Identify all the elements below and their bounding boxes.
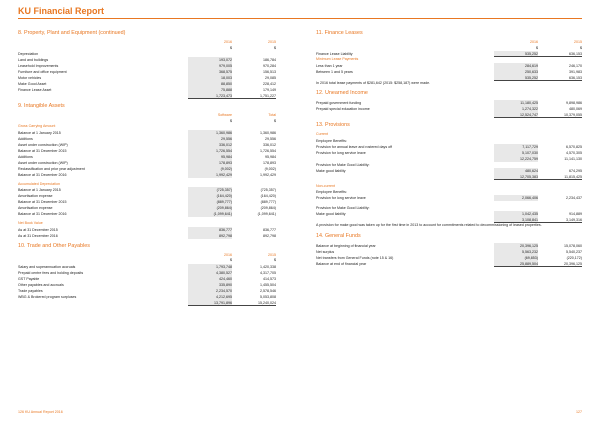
value-current-year: 95,984 bbox=[188, 154, 232, 160]
row-label: Reclassification and prior year adjustment bbox=[18, 166, 85, 171]
value-current-year: 4,380,527 bbox=[188, 270, 232, 276]
row-label: Trade payables bbox=[18, 288, 43, 293]
value-prior-year: 970,284 bbox=[263, 64, 276, 68]
value-prior-year: 636,153 bbox=[538, 75, 582, 81]
column-header: 2015 bbox=[268, 252, 276, 257]
value-current-year: 13,791,896 bbox=[188, 300, 232, 306]
value-current-year: 3,108,841 bbox=[494, 217, 538, 223]
value-current-year: 11,180,425 bbox=[494, 100, 538, 106]
value-prior-year: 391,983 bbox=[569, 69, 582, 74]
value-prior-year: 9,898,986 bbox=[566, 101, 582, 105]
note-section bbox=[316, 90, 582, 122]
row-label: Balance at 31 December 2015 bbox=[18, 200, 67, 205]
section-heading: 13. Provisions bbox=[316, 122, 350, 128]
subheading: Minimum Lease Payments bbox=[316, 57, 359, 61]
column-header: $ bbox=[230, 45, 232, 50]
row-label: Asset under construction (WIP) bbox=[18, 160, 68, 165]
column-header: $ bbox=[230, 118, 232, 123]
value-current-year: 25,889,504 bbox=[494, 261, 538, 267]
row-label: Provision for annual leave and rostered days off bbox=[316, 144, 393, 149]
value-current-year: 2,066,406 bbox=[494, 195, 538, 201]
value-current-year: 480,624 bbox=[494, 168, 538, 174]
row-label bbox=[18, 93, 188, 99]
subheading: Gross Carrying Amount bbox=[18, 124, 56, 128]
value-current-year: 5,107,030 bbox=[494, 150, 538, 156]
value-prior-year: 892,798 bbox=[263, 233, 276, 238]
row-label: Net transfers from General Funds (note 15 & 16) bbox=[316, 255, 394, 260]
header-divider bbox=[18, 18, 582, 19]
total-row bbox=[18, 93, 276, 99]
total-row bbox=[316, 112, 582, 118]
value-current-year: 88,850 bbox=[188, 81, 232, 87]
row-label: Additions bbox=[18, 154, 33, 159]
row-label: Motor vehicles bbox=[18, 76, 42, 80]
total-row bbox=[316, 75, 582, 81]
value-prior-year: 95,984 bbox=[265, 154, 276, 159]
section-heading: 9. Intangible Assets bbox=[18, 103, 65, 109]
section-spacer bbox=[316, 267, 582, 271]
value-current-year: 335,890 bbox=[188, 282, 232, 288]
value-prior-year: 11,141,130 bbox=[564, 156, 582, 161]
footer-left: 126 KU Annual Report 2016 bbox=[18, 410, 63, 414]
value-prior-year: 674,295 bbox=[569, 168, 582, 173]
row-label: Provision for Make Good Liability: bbox=[316, 206, 370, 211]
value-current-year: 250,633 bbox=[494, 69, 538, 75]
note-section bbox=[316, 30, 582, 90]
value-prior-year: 6,570,825 bbox=[566, 144, 582, 149]
value-prior-year: 156,513 bbox=[263, 70, 276, 74]
row-label: Provision for Make Good Liability: bbox=[316, 162, 370, 167]
row-label: Other payables and accruals bbox=[18, 282, 64, 287]
column-header: 2016 bbox=[530, 40, 538, 44]
subheading: Net Book Value bbox=[18, 221, 43, 226]
section-heading: 14. General Funds bbox=[316, 232, 361, 239]
footnote: A provision for make good was taken up for the first time in 2013 to account for commitments related to decommissioning of leased properties. bbox=[316, 223, 542, 228]
section-spacer bbox=[18, 306, 276, 310]
value-current-year: (725,357) bbox=[188, 187, 232, 193]
row-label: Salary and superannuation accruals bbox=[18, 264, 76, 269]
value-prior-year: 20,396,125 bbox=[538, 261, 582, 267]
column-header: 2015 bbox=[574, 40, 582, 44]
row-label: Furniture and office equipment bbox=[18, 70, 67, 74]
value-prior-year: 246,170 bbox=[569, 63, 582, 68]
value-prior-year: 1,726,554 bbox=[260, 148, 276, 153]
row-label: Balance at beginning of financial year bbox=[316, 243, 376, 248]
value-prior-year: (220,172) bbox=[566, 255, 582, 260]
column-header: $ bbox=[274, 118, 276, 123]
column-header: $ bbox=[274, 45, 276, 50]
value-prior-year: 4,570,305 bbox=[566, 150, 582, 155]
table-row bbox=[18, 211, 276, 217]
row-label: Balance at 31 December 2016 bbox=[18, 172, 67, 177]
value-current-year: (889,777) bbox=[188, 199, 232, 205]
column-header: Total bbox=[268, 113, 276, 117]
value-prior-year: 2,234,437 bbox=[566, 196, 582, 201]
row-label: WBG & Brokered program surpluses bbox=[18, 294, 77, 299]
value-prior-year: 5,053,808 bbox=[260, 294, 276, 299]
value-current-year: (69,853) bbox=[494, 255, 538, 261]
left-column bbox=[18, 30, 276, 310]
value-current-year: (209,864) bbox=[188, 205, 232, 211]
value-current-year: 2,234,570 bbox=[188, 288, 232, 294]
currency-row bbox=[18, 119, 276, 125]
value-current-year: 892,798 bbox=[188, 233, 232, 239]
value-current-year: 1,360,986 bbox=[188, 130, 232, 136]
row-label: Amortisation expense bbox=[18, 206, 53, 211]
row-label: Make good liability bbox=[316, 168, 346, 173]
row-label bbox=[316, 75, 494, 81]
row-label bbox=[316, 174, 494, 180]
row-label: As at 31 December 2016 bbox=[18, 233, 58, 238]
value-current-year: 5,563,232 bbox=[494, 249, 538, 255]
value-current-year: 20,396,125 bbox=[494, 243, 538, 249]
value-prior-year: 636,153 bbox=[538, 51, 582, 57]
row-label bbox=[18, 300, 188, 306]
value-current-year: 1,793,748 bbox=[188, 264, 232, 270]
value-current-year: 535,252 bbox=[494, 51, 538, 57]
value-current-year: 12,524,747 bbox=[494, 112, 538, 118]
column-header: 2016 bbox=[224, 40, 232, 44]
value-prior-year: 1,992,429 bbox=[260, 172, 276, 177]
row-label: Employee Benefits: bbox=[316, 190, 347, 195]
value-current-year: 1,723,473 bbox=[188, 93, 232, 99]
value-current-year: 979,005 bbox=[188, 63, 232, 69]
total-row bbox=[18, 300, 276, 306]
value-prior-year: 5,540,237 bbox=[566, 249, 582, 254]
section-heading: 12. Unearned Income bbox=[316, 90, 368, 96]
row-label: Balance at 1 January 2015 bbox=[18, 130, 61, 135]
value-current-year: 1,726,554 bbox=[188, 148, 232, 154]
right-column bbox=[316, 30, 582, 271]
value-prior-year: 336,012 bbox=[263, 142, 276, 147]
row-label: Prepaid special education income bbox=[316, 107, 370, 111]
row-label: Leasehold Improvements bbox=[18, 64, 59, 68]
row-label: Depreciation bbox=[18, 52, 39, 56]
note-section bbox=[316, 122, 582, 233]
value-prior-year: 29,556 bbox=[265, 136, 276, 141]
value-prior-year: (725,357) bbox=[260, 188, 276, 193]
column-header: $ bbox=[536, 45, 538, 50]
row-label: Prepaid centre fees and holding deposits bbox=[18, 270, 84, 275]
row-label: Balance at end of financial year bbox=[316, 261, 367, 266]
table-row bbox=[316, 195, 582, 201]
value-prior-year: (209,864) bbox=[260, 206, 276, 211]
value-current-year: 178,893 bbox=[188, 160, 232, 166]
row-label: Additions bbox=[18, 136, 33, 141]
value-prior-year: 29,085 bbox=[265, 76, 276, 80]
footnote: In 2016 total lease payments of $281,642 (2015: $258,187) were made. bbox=[316, 80, 431, 85]
value-prior-year: 15,078,060 bbox=[564, 243, 582, 248]
row-label: GST Payable bbox=[18, 276, 40, 281]
row-label: Less than 1 year bbox=[316, 63, 343, 68]
value-current-year: 75,888 bbox=[188, 87, 232, 93]
row-label: Make Good Asset bbox=[18, 82, 47, 86]
value-prior-year: (889,777) bbox=[260, 200, 276, 205]
value-current-year: 284,619 bbox=[494, 63, 538, 69]
row-label: Balance at 31 December 2015 bbox=[18, 148, 67, 153]
table-row bbox=[18, 233, 276, 239]
value-prior-year: 4,317,705 bbox=[260, 270, 276, 275]
value-current-year: 29,556 bbox=[188, 136, 232, 142]
column-header: 2016 bbox=[224, 252, 232, 257]
row-label bbox=[316, 112, 494, 118]
value-current-year: 7,117,729 bbox=[494, 144, 538, 150]
value-prior-year: 3,149,316 bbox=[538, 217, 582, 223]
value-current-year: 12,224,759 bbox=[494, 156, 538, 162]
value-prior-year: (164,420) bbox=[260, 194, 276, 199]
column-header: $ bbox=[230, 258, 232, 263]
row-label: Make good liability bbox=[316, 212, 346, 217]
row-label: Provision for long service leave bbox=[316, 150, 366, 155]
value-current-year: (164,420) bbox=[188, 193, 232, 199]
value-current-year: 193,072 bbox=[188, 57, 232, 63]
value-current-year: 424,460 bbox=[188, 276, 232, 282]
total-row bbox=[316, 261, 582, 267]
value-prior-year: 228,412 bbox=[263, 82, 276, 86]
row-label: Land and buildings bbox=[18, 58, 49, 62]
subheading: Current bbox=[316, 132, 328, 136]
section-heading: 11. Finance Leases bbox=[316, 30, 363, 36]
value-prior-year: 1,455,504 bbox=[260, 282, 276, 287]
value-prior-year: 10,379,055 bbox=[538, 112, 582, 118]
row-label: Amortisation expense bbox=[18, 194, 53, 199]
value-current-year: 12,705,383 bbox=[494, 174, 538, 180]
value-prior-year: (1,099,641) bbox=[257, 212, 276, 217]
note-section bbox=[316, 233, 582, 271]
section-heading: 8. Property, Plant and Equipment (continued) bbox=[18, 30, 126, 36]
value-prior-year: 414,573 bbox=[263, 276, 276, 281]
column-header: Software bbox=[217, 113, 232, 117]
value-current-year: (1,099,641) bbox=[188, 211, 232, 217]
value-current-year: 4,212,695 bbox=[188, 294, 232, 300]
value-prior-year: 1,360,986 bbox=[260, 130, 276, 135]
subheading: Non-current bbox=[316, 183, 335, 188]
column-header: $ bbox=[274, 258, 276, 263]
value-current-year: 18,003 bbox=[188, 75, 232, 81]
value-prior-year: 179,149 bbox=[263, 88, 276, 92]
report-title: KU Financial Report bbox=[18, 6, 105, 16]
row-label: Prepaid government funding bbox=[316, 101, 362, 105]
value-prior-year: 1,751,227 bbox=[232, 93, 276, 99]
value-current-year: 1,274,322 bbox=[494, 106, 538, 112]
note-section bbox=[18, 103, 276, 243]
row-label: Asset under construction (WIP) bbox=[18, 142, 68, 147]
row-label: Provision for long service leave bbox=[316, 196, 366, 201]
row-label: Balance at 1 January 2015 bbox=[18, 188, 61, 193]
value-prior-year: 186,784 bbox=[263, 58, 276, 62]
value-prior-year: 178,893 bbox=[263, 160, 276, 165]
column-header: 2015 bbox=[268, 40, 276, 44]
column-header: $ bbox=[580, 45, 582, 50]
note-section bbox=[18, 243, 276, 310]
value-prior-year: 836,777 bbox=[263, 227, 276, 232]
value-prior-year: 15,240,024 bbox=[232, 300, 276, 306]
row-label: Between 1 and 5 years bbox=[316, 69, 353, 74]
row-label: Balance at 31 December 2016 bbox=[18, 212, 67, 217]
value-prior-year: 2,578,546 bbox=[260, 288, 276, 293]
section-heading: 10. Trade and Other Payables bbox=[18, 242, 90, 249]
page-number: 127 bbox=[576, 410, 582, 414]
value-current-year: 535,252 bbox=[494, 75, 538, 81]
note-section bbox=[18, 30, 276, 103]
value-prior-year: 1,420,338 bbox=[260, 264, 276, 269]
value-prior-year: 914,889 bbox=[569, 212, 582, 217]
value-prior-year: 480,069 bbox=[569, 107, 582, 111]
value-current-year: 336,012 bbox=[188, 142, 232, 148]
value-prior-year: 11,815,425 bbox=[538, 174, 582, 180]
total-row bbox=[316, 174, 582, 180]
table-row bbox=[18, 172, 276, 178]
value-current-year: 836,777 bbox=[188, 227, 232, 233]
subheading: Accumulated Depreciation bbox=[18, 181, 60, 186]
value-current-year: 1,992,429 bbox=[188, 172, 232, 178]
row-label: Finance Lease Liability bbox=[316, 52, 353, 56]
value-current-year: (9,002) bbox=[188, 166, 232, 172]
row-label: Finance Lease Asset bbox=[18, 88, 52, 92]
row-label: As at 31 December 2015 bbox=[18, 227, 58, 232]
row-label: Net surplus bbox=[316, 249, 335, 254]
value-current-year: 368,575 bbox=[188, 69, 232, 75]
row-label: Employee Benefits: bbox=[316, 138, 347, 143]
value-current-year: 1,042,435 bbox=[494, 211, 538, 217]
value-prior-year: (9,002) bbox=[264, 166, 276, 171]
